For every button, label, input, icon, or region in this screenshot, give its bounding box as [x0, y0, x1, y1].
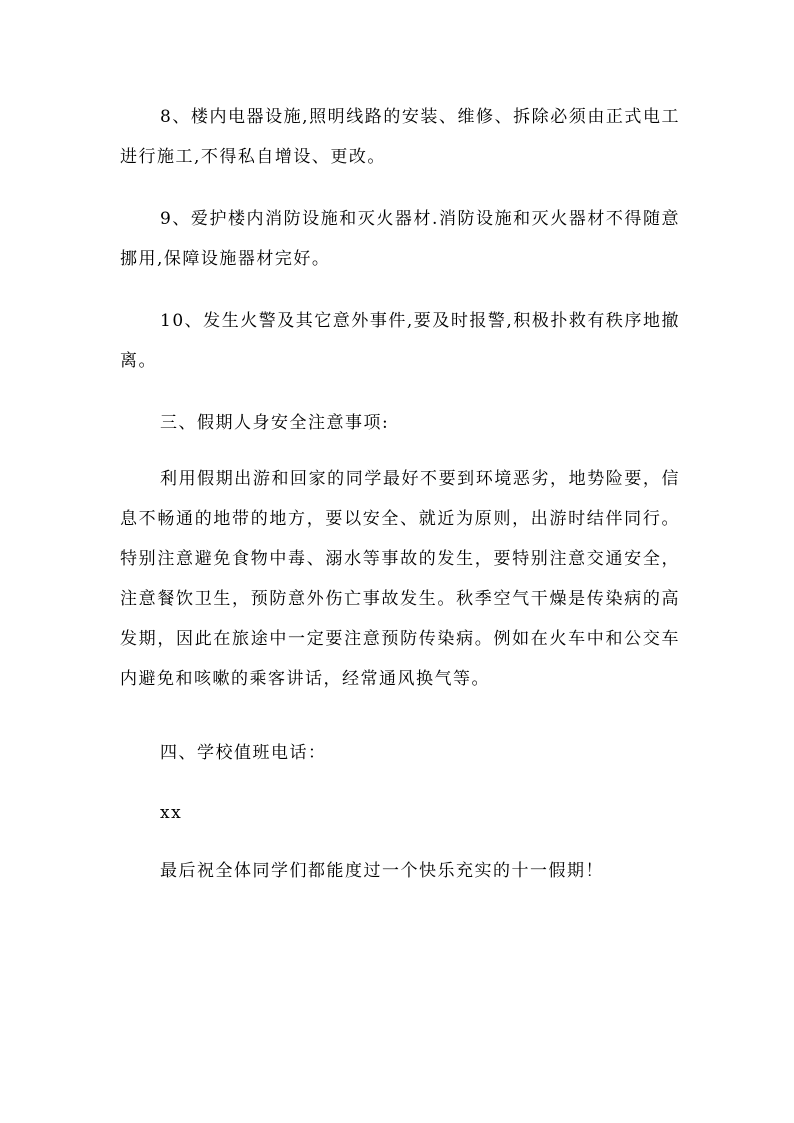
paragraph-item-8: 8、楼内电器设施,照明线路的安装、维修、拆除必须由正式电工进行施工,不得私自增设、更改。 — [120, 107, 680, 167]
paragraph-item-9: 9、爱护楼内消防设施和灭火器材.消防设施和灭火器材不得随意挪用,保障设施器材完好。 — [120, 209, 680, 269]
section-4-heading: 四、学校值班电话： — [160, 743, 327, 763]
duty-phone: xx — [160, 803, 183, 823]
section-3-body: 利用假期出游和回家的同学最好不要到环境恶劣，地势险要，信息不畅通的地带的地方，要以安全、就近为原则，出游时结伴同行。特别注意避免食物中毒、溺水等事故的发生，要特别注意交通安全，注意餐饮卫生，预防意外伤亡事故发生。秋季空气干燥是传染病的高发期，因此在旅途中一定要注意预防传染病。例如在火车中和公交车内避免和咳嗽的乘客讲话，经常通风换气等。 — [120, 469, 680, 689]
section-3-heading: 三、假期人身安全注意事项: — [160, 413, 390, 433]
closing-line: 最后祝全体同学们都能度过一个快乐充实的十一假期！ — [160, 861, 604, 881]
paragraph-item-10: 10、发生火警及其它意外事件,要及时报警,积极扑救有秩序地撤离。 — [120, 311, 680, 371]
